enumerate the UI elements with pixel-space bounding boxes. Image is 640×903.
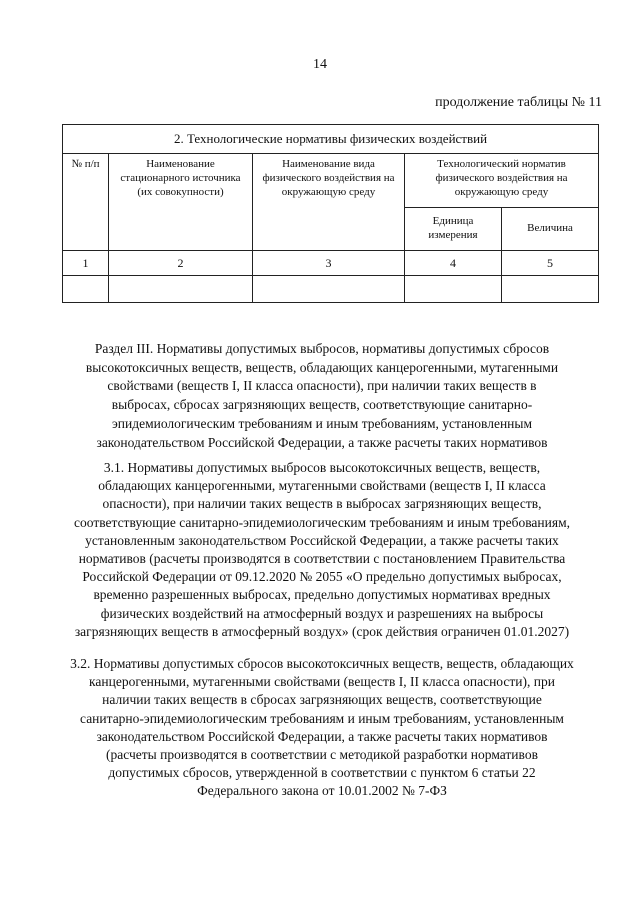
column-number-cell: 3: [253, 251, 405, 276]
header-number: № п/п: [63, 154, 109, 251]
table-number-row: [63, 251, 599, 276]
paragraph-3-2: 3.2. Нормативы допустимых сбросов высокотоксичных веществ, веществ, обладающих канцерогенными, мутагенными свойствами (веществ I, II класса опасности), при наличии таких веществ в сбросах загрязняющих веществ, соответствующие санитарно-эпидемиологическим требованиям и иным требованиям, установленным законодательством Российской Федерации, а также расчеты таких нормативов (расчеты производятся в соответствии с методикой разработки нормативов допустимых сбросов, утвержденной в соответствии с пунктом 6 статьи 22 Федерального закона от 10.01.2002 № 7-ФЗ: [70, 656, 574, 799]
table-cell: [109, 276, 253, 303]
table-title: 2. Технологические нормативы физических воздействий: [63, 125, 599, 154]
column-number-cell: 5: [502, 251, 599, 276]
table-cell: [63, 276, 109, 303]
column-number-cell: 1: [63, 251, 109, 276]
header-technological-norm: Технологический норматив физического воздействия на окружающую среду: [405, 154, 599, 208]
table-row: [63, 276, 599, 303]
header-source-name: Наименование стационарного источника (их совокупности): [109, 154, 253, 251]
table-cell: [253, 276, 405, 303]
paragraph-3-1: 3.1. Нормативы допустимых выбросов высокотоксичных веществ, веществ, обладающих канцерогенными, мутагенными свойствами (веществ I, II класса опасности), при наличии таких веществ в выбросах загрязняющих веществ, соответствующие санитарно-эпидемиологическим требованиям и иным требованиям, установленным законодательством Российской Федерации, а также расчеты таких нормативов (расчеты производятся в соответствии с постановлением Правительства Российской Федерации от 09.12.2020 № 2055 «О предельно допустимых выбросах, временно разрешенных выбросах, предельно допустимых нормативах вредных физических воздействий на атмосферный воздух и разрешениях на выбросы загрязняющих веществ в атмосферный воздух» (срок действия ограничен 01.01.2027): [74, 460, 570, 639]
column-number-cell: 4: [405, 251, 502, 276]
header-value: Величина: [502, 208, 599, 251]
table-header-row: [63, 154, 599, 208]
table-cell: [502, 276, 599, 303]
header-unit: Единица измерения: [405, 208, 502, 251]
header-impact-type: Наименование вида физического воздействия на окружающую среду: [253, 154, 405, 251]
section-heading: Раздел III. Нормативы допустимых выбросов, нормативы допустимых сбросов высокотоксичных веществ, веществ, обладающих канцерогенными, мутагенными свойствами (веществ I, II класса опасности), при наличии таких веществ в выбросах, сбросах загрязняющих веществ, соответствующие санитарно-эпидемиологическим требованиям и иным требованиям, установленным законодательством Российской Федерации, а также расчеты таких нормативов: [85, 341, 559, 450]
page-number: 14: [313, 57, 327, 72]
table-caption: продолжение таблицы № 11: [435, 95, 602, 110]
physical-impact-norms-table: [62, 124, 599, 303]
column-number-cell: 2: [109, 251, 253, 276]
table-title-row: [63, 125, 599, 154]
table-cell: [405, 276, 502, 303]
